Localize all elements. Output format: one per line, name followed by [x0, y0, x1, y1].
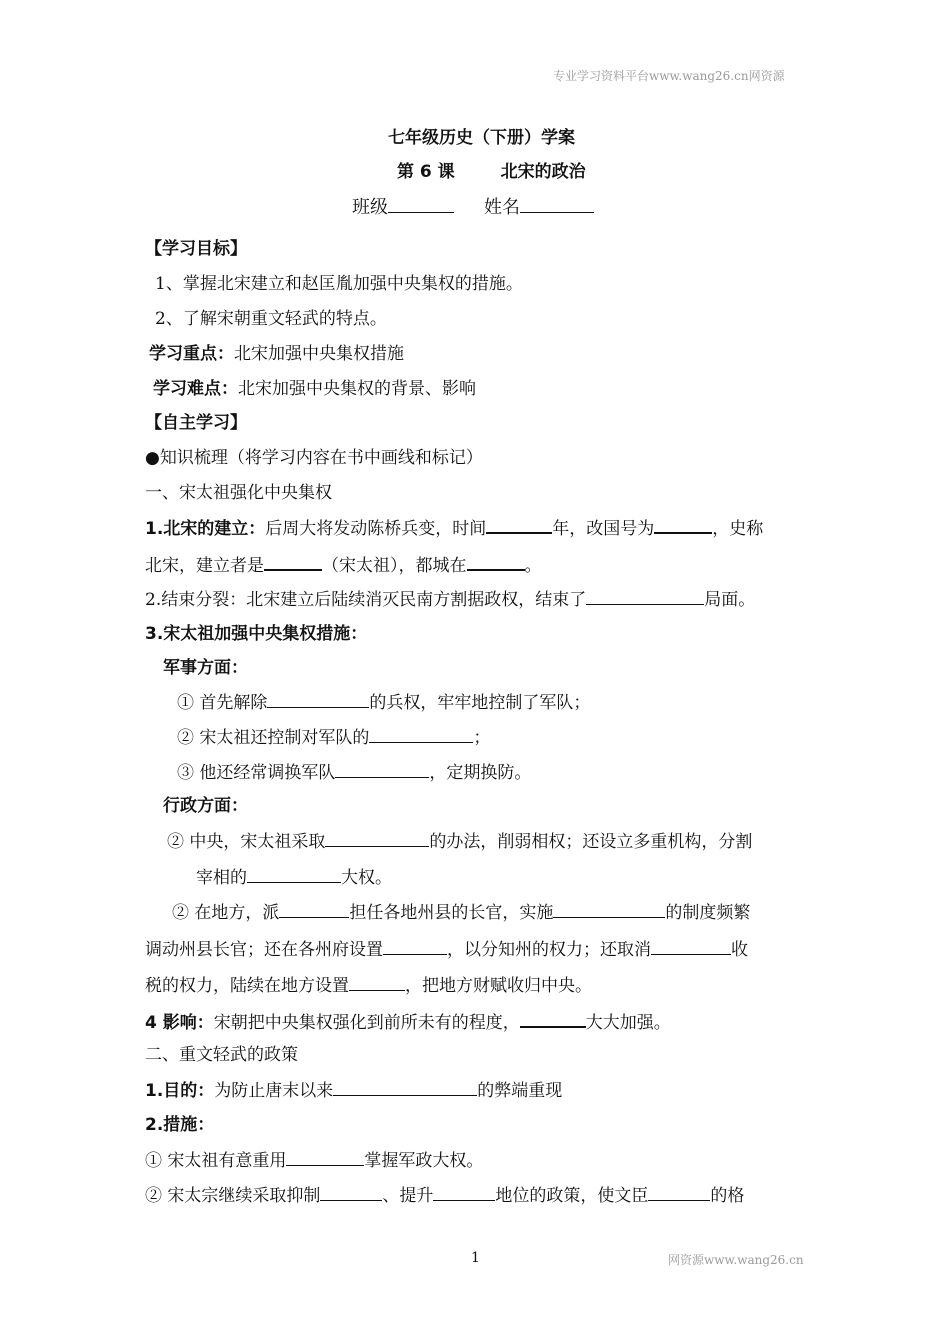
class-field[interactable] — [388, 197, 454, 213]
lesson-title — [397, 162, 586, 182]
a1-text-c: 宰相的 — [196, 868, 247, 888]
p2m1-text-2: 掌握军政大权。 — [364, 1151, 484, 1171]
lesson-number: 第 6 课 — [397, 162, 455, 182]
part-2-heading: 二、重文轻武的政策 — [145, 1045, 298, 1065]
admin-item-1-line-1 — [167, 831, 752, 852]
m3-text-a: ③ 他还经常调换军队 — [177, 763, 336, 783]
p2-measure-2 — [145, 1185, 744, 1206]
military-item-3 — [177, 762, 531, 783]
blank-military-2[interactable] — [369, 727, 473, 743]
blank-dynasty[interactable] — [654, 517, 712, 534]
blank-measure-4[interactable] — [648, 1185, 710, 1201]
admin-heading: 行政方面： — [163, 796, 248, 816]
q4-text-2: 大大加强。 — [585, 1013, 671, 1033]
p2-q1-line — [145, 1080, 562, 1101]
p2m2-text-2: 、提升 — [382, 1186, 434, 1206]
self-study-heading: 【自主学习】 — [145, 413, 247, 433]
q1-label: 1.北宋的建立： — [145, 519, 266, 539]
q1-text-2: 年，改国号为 — [552, 519, 655, 539]
a2-text-f: 收 — [731, 940, 748, 960]
p2m2-text-3: 地位的政策，使文臣 — [495, 1186, 649, 1206]
a2-text-g: 税的权力，陆续在地方设置 — [145, 976, 349, 996]
objectives-heading: 【学习目标】 — [145, 239, 247, 259]
name-label: 姓名 — [484, 197, 520, 218]
q4-label: 4 影响： — [145, 1013, 214, 1033]
military-item-2 — [177, 727, 490, 748]
military-item-1 — [177, 692, 590, 713]
blank-purpose[interactable] — [333, 1080, 477, 1096]
m1-text-b: 的兵权，牢牢地控制了军队； — [369, 693, 591, 713]
admin-item-1-line-2 — [196, 867, 392, 888]
blank-measure-2[interactable] — [320, 1185, 382, 1201]
military-heading: 军事方面： — [163, 658, 248, 678]
difficult-point — [153, 379, 476, 399]
difficult-label: 学习难点： — [153, 379, 238, 399]
m3-text-b: ，定期换防。 — [429, 763, 532, 783]
a2-text-d: 调动州县长官；还在各州府设置 — [145, 940, 383, 960]
blank-military-3[interactable] — [335, 762, 429, 778]
part-1-heading: 一、宋太祖强化中央集权 — [145, 483, 332, 503]
p2m2-text-4: 的格 — [710, 1186, 745, 1206]
q1-text-6: 。 — [524, 556, 542, 576]
blank-admin-1[interactable] — [325, 831, 429, 847]
blank-influence[interactable] — [520, 1011, 586, 1028]
key-text: 北宋加强中央集权措施 — [234, 344, 404, 364]
page-title: 七年级历史（下册）学案 — [388, 128, 575, 148]
blank-division[interactable] — [586, 589, 704, 605]
blank-measure-1[interactable] — [286, 1150, 364, 1166]
page-number: 1 — [471, 1250, 480, 1266]
knowledge-intro: ●知识梳理（将学习内容在书中画线和标记） — [145, 448, 483, 468]
name-field[interactable] — [520, 197, 594, 213]
q4-text-1: 宋朝把中央集权强化到前所未有的程度， — [213, 1013, 520, 1033]
m1-text-a: ① 首先解除 — [177, 693, 268, 713]
a1-text-a: ② 中央，宋太祖采取 — [167, 832, 326, 852]
p2-q1-label: 1.目的： — [145, 1081, 215, 1101]
key-point — [149, 344, 404, 364]
p2-measure-1 — [145, 1150, 483, 1171]
difficult-text: 北宋加强中央集权的背景、影响 — [238, 379, 476, 399]
q2-line — [145, 589, 755, 610]
blank-admin-2[interactable] — [247, 867, 341, 883]
q3-heading: 3.宋太祖加强中央集权措施： — [145, 624, 368, 644]
objective-1: 1、掌握北宋建立和赵匡胤加强中央集权的措施。 — [155, 274, 523, 294]
q1-text-5: （宋太祖），都城在 — [322, 556, 467, 576]
p2-q1-text-2: 的弊端重现 — [477, 1081, 563, 1101]
a2-text-a: ② 在地方，派 — [172, 903, 280, 923]
p2-q2-heading: 2.措施： — [145, 1115, 215, 1135]
blank-measure-3[interactable] — [433, 1185, 495, 1201]
q1-text-4: 北宋，建立者是 — [145, 556, 264, 576]
p2m2-text-1: ② 宋太宗继续采取抑制 — [145, 1186, 321, 1206]
a2-text-b: 担任各地州县的长官，实施 — [349, 903, 554, 923]
class-label: 班级 — [352, 197, 388, 218]
a2-text-h: ，把地方财赋收归中央。 — [405, 976, 592, 996]
key-label: 学习重点： — [149, 344, 234, 364]
a1-text-b: 的办法，削弱相权；还设立多重机构，分割 — [429, 832, 753, 852]
blank-admin-5[interactable] — [383, 939, 447, 955]
q2-text-1: 2.结束分裂：北宋建立后陆续消灭民南方割据政权，结束了 — [145, 590, 587, 610]
blank-admin-3[interactable] — [279, 902, 349, 918]
lesson-name: 北宋的政治 — [500, 162, 586, 182]
m2-text-b: ； — [473, 728, 491, 748]
q1-text-1: 后周大将发动陈桥兵变，时间 — [265, 519, 487, 539]
blank-admin-4[interactable] — [553, 902, 665, 918]
blank-founder[interactable] — [264, 554, 322, 571]
objective-2: 2、了解宋朝重文轻武的特点。 — [155, 309, 387, 329]
blank-admin-7[interactable] — [349, 975, 405, 991]
q1-line-1 — [145, 517, 763, 539]
footer-watermark: 网资源www.wang26.cn — [668, 1253, 804, 1267]
blank-military-1[interactable] — [267, 692, 369, 708]
admin-item-2-line-3 — [145, 975, 592, 996]
a1-text-d: 大权。 — [341, 868, 392, 888]
q1-line-2 — [145, 554, 542, 576]
blank-admin-6[interactable] — [651, 939, 731, 955]
blank-year[interactable] — [486, 517, 552, 534]
p2-q1-text-1: 为防止唐末以来 — [214, 1081, 334, 1101]
header-watermark: 专业学习资料平台www.wang26.cn网资源 — [553, 69, 785, 83]
p2m1-text-1: ① 宋太祖有意重用 — [145, 1151, 287, 1171]
admin-item-2-line-2 — [145, 939, 748, 960]
q1-text-3: ，史称 — [712, 519, 764, 539]
q4-line — [145, 1011, 671, 1033]
a2-text-c: 的制度频繁 — [665, 903, 751, 923]
q2-text-2: 局面。 — [704, 590, 756, 610]
a2-text-e: ，以分知州的权力；还取消 — [447, 940, 651, 960]
student-info — [352, 197, 594, 218]
blank-capital[interactable] — [467, 554, 525, 571]
admin-item-2-line-1 — [172, 902, 750, 923]
m2-text-a: ② 宋太祖还控制对军队的 — [177, 728, 370, 748]
